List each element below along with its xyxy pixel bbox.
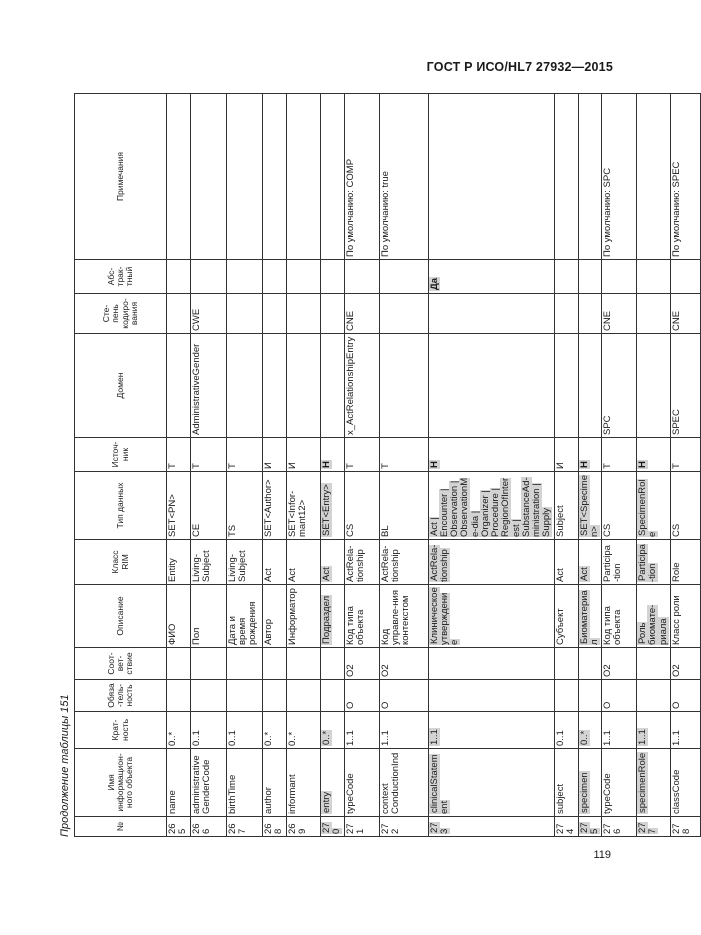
cell-domain [578,334,602,438]
rotated-table-area [58,94,692,837]
cell-coding-strength [554,294,578,334]
cell-cardinality: 0..* [167,712,191,749]
cell-data-type: SET<PN> [167,472,191,540]
cell-rim-class [578,540,602,585]
cell-source: И [286,438,320,472]
cell-abstract-flag [428,260,554,294]
table-row [190,94,226,837]
cell-row-number: 274 [554,817,578,837]
highlighted-text: Биоматериал [578,590,600,645]
cell-source: T [379,438,428,472]
cell-notes [637,94,671,260]
cell-coding-strength: CNE [344,294,379,334]
cell-object-name: birthTime [226,749,262,817]
cell-cardinality: 1..1 [602,712,637,749]
highlighted-text: specimen [578,772,590,813]
cell-object-name [637,749,671,817]
column-header: Сте-пень кодиро-вания [75,294,167,334]
cell-row-number [637,817,671,837]
cell-abstract-flag [286,260,320,294]
cell-mandatory [262,680,286,712]
cell-domain [320,334,344,438]
cell-notes [320,94,344,260]
cell-domain: SPC [602,334,637,438]
cell-conformance [428,648,554,680]
cell-rim-class: Act [286,540,320,585]
cell-cardinality: 0..1 [190,712,226,749]
cell-object-name [578,749,602,817]
cell-row-number: 266 [190,817,226,837]
cell-domain [167,334,191,438]
cell-conformance [286,648,320,680]
cell-notes [286,94,320,260]
cell-mandatory [286,680,320,712]
table-row [602,94,637,837]
cell-coding-strength [428,294,554,334]
cell-object-name: informant [286,749,320,817]
cell-notes: По умолчанию: SPEC [670,94,700,260]
cell-data-type [578,472,602,540]
cell-row-number: 272 [379,817,428,837]
cell-cardinality: 0..1 [226,712,262,749]
table-row [262,94,286,837]
table-row [554,94,578,837]
table-row [226,94,262,837]
table-row [320,94,344,837]
cell-notes [190,94,226,260]
cell-description [320,585,344,648]
standard-header: ГОСТ Р ИСО/HL7 27932—2015 [426,60,613,74]
highlighted-text: Act [578,567,590,581]
cell-domain: x_ActRelationshipEntry [344,334,379,438]
cell-row-number [578,817,602,837]
cell-rim-class: Act [554,540,578,585]
table-row [286,94,320,837]
cell-description [428,585,554,648]
cell-data-type: SET<Author> [262,472,286,540]
table-row [428,94,554,837]
cell-rim-class [320,540,344,585]
cell-cardinality: 1..1 [379,712,428,749]
cell-notes: По умолчанию: SPC [602,94,637,260]
cell-description: ФИО [167,585,191,648]
cell-description: Класс роли [670,585,700,648]
cell-conformance [167,648,191,680]
highlighted-text: 273 [428,822,450,834]
cell-conformance [226,648,262,680]
cell-rim-class: Living-Subject [190,540,226,585]
table-row [344,94,379,837]
cell-description: Информатор [286,585,320,648]
cell-abstract-flag [226,260,262,294]
cell-object-name [428,749,554,817]
cell-description [578,585,602,648]
cell-cardinality [637,712,671,749]
cell-mandatory [637,680,671,712]
cell-conformance [554,648,578,680]
cell-source: T [344,438,379,472]
cell-conformance [578,648,602,680]
cell-source [428,438,554,472]
cell-rim-class: Entity [167,540,191,585]
cell-abstract-flag [602,260,637,294]
table-row [670,94,700,837]
cell-notes [554,94,578,260]
highlighted-text: ActRela-tionship [428,544,450,582]
cell-coding-strength [226,294,262,334]
cell-description: Код типа объекта [344,585,379,648]
table-row [637,94,671,837]
column-header: Описание [75,585,167,648]
cell-source: T [226,438,262,472]
cell-source: T [602,438,637,472]
cell-object-name: classCode [670,749,700,817]
cell-row-number: 278 [670,817,700,837]
page-number: 119 [593,849,611,861]
cell-object-name [320,749,344,817]
cell-source [637,438,671,472]
highlighted-text: specimenRole [637,752,648,813]
highlighted-text: Act | Encounter | Observation | ObservationMe-dia | Organizer | Procedure | RegionOfInterest | SubstanceAd-ministration | Supply [428,477,553,537]
cell-rim-class: Participa-tion [602,540,637,585]
cell-domain [379,334,428,438]
cell-rim-class: Role [670,540,700,585]
cell-description: Код типа объекта [602,585,637,648]
cell-data-type: CS [670,472,700,540]
highlighted-text: 277 [637,822,659,834]
cell-cardinality: 1..1 [344,712,379,749]
column-header: Домен [75,334,167,438]
highlighted-text: Н [320,461,332,468]
highlighted-text: Act [320,567,332,581]
cell-abstract-flag [554,260,578,294]
highlighted-text: clinicalStatement [428,754,450,814]
cell-mandatory [167,680,191,712]
cell-conformance [262,648,286,680]
highlighted-text: entry [320,791,332,813]
cell-row-number: 271 [344,817,379,837]
cell-data-type: CS [344,472,379,540]
highlighted-text: Клиническое утверждение [428,587,460,645]
cell-data-type [637,472,671,540]
table-header-row [75,94,167,837]
cell-source: T [190,438,226,472]
cell-data-type [320,472,344,540]
cell-conformance [320,648,344,680]
cell-coding-strength [379,294,428,334]
cell-conformance [637,648,671,680]
cell-rim-class: ActRela-tionship [379,540,428,585]
cell-source: И [554,438,578,472]
cell-notes [578,94,602,260]
cell-domain [637,334,671,438]
cell-notes: По умолчанию: true [379,94,428,260]
highlighted-text: 1..1 [637,729,648,745]
cell-abstract-flag [637,260,671,294]
cell-row-number [320,817,344,837]
cell-description: Код управле-ния контекстом [379,585,428,648]
cell-mandatory [320,680,344,712]
table-row [578,94,602,837]
cell-cardinality [428,712,554,749]
table-body [167,94,701,837]
cell-domain: SPEC [670,334,700,438]
highlighted-text: Да [428,277,440,290]
cell-abstract-flag [344,260,379,294]
cell-source: T [167,438,191,472]
cell-domain [428,334,554,438]
cell-rim-class [428,540,554,585]
cell-coding-strength [320,294,344,334]
cell-notes [428,94,554,260]
cell-abstract-flag [262,260,286,294]
cell-cardinality: 0..* [262,712,286,749]
highlighted-text: SpecimenRole [637,479,659,537]
cell-cardinality [320,712,344,749]
highlighted-text: Participa-tion [637,544,659,582]
cell-rim-class: ActRela-tionship [344,540,379,585]
cell-mandatory: O [602,680,637,712]
cell-abstract-flag [167,260,191,294]
rotated-content [58,94,692,837]
cell-coding-strength: CNE [602,294,637,334]
highlighted-text: Н [637,461,648,468]
cell-rim-class: Living-Subject [226,540,262,585]
cell-abstract-flag [379,260,428,294]
cell-coding-strength [262,294,286,334]
cell-object-name: administrative GenderCode [190,749,226,817]
column-header: Абс-трак-тный [75,260,167,294]
cell-notes [167,94,191,260]
highlighted-text: Подраздел [320,595,332,644]
highlighted-text: Роль биомате-риала [637,604,669,645]
column-header: Обяза-тель-ность [75,680,167,712]
cell-mandatory: O [379,680,428,712]
cell-data-type: SET<Infor-mant12> [286,472,320,540]
highlighted-text: 270 [320,822,342,834]
cell-conformance: O2 [602,648,637,680]
cell-row-number: 276 [602,817,637,837]
cell-domain: AdministrativeGender [190,334,226,438]
cell-source: T [670,438,700,472]
cell-mandatory [190,680,226,712]
cell-coding-strength [578,294,602,334]
cell-description: Дата и время рождения [226,585,262,648]
cell-rim-class [637,540,671,585]
cell-data-type [428,472,554,540]
cell-object-name: name [167,749,191,817]
cell-row-number: 268 [262,817,286,837]
cell-notes: По умолчанию: COMP [344,94,379,260]
cell-row-number [428,817,554,837]
cell-abstract-flag [320,260,344,294]
column-header: Соот-вет-ствие [75,648,167,680]
cell-source: И [262,438,286,472]
column-header: Имя информацион-ного объекта [75,749,167,817]
cell-domain [286,334,320,438]
cell-cardinality: 0..1 [554,712,578,749]
cell-abstract-flag [670,260,700,294]
table-row [379,94,428,837]
cell-description: Пол [190,585,226,648]
cell-abstract-flag [578,260,602,294]
cell-notes [262,94,286,260]
cell-domain [554,334,578,438]
cell-coding-strength: CWE [190,294,226,334]
column-header: Тип данных [75,472,167,540]
column-header: № [75,817,167,837]
table-continuation-caption: Продолжение таблицы 151 [59,694,71,837]
cell-data-type: Subject [554,472,578,540]
cell-conformance: O2 [344,648,379,680]
table-row [167,94,191,837]
highlighted-text: SET<Entry> [320,484,332,536]
highlighted-text: 1..1 [428,729,440,745]
cell-object-name: typeCode [344,749,379,817]
cell-coding-strength [637,294,671,334]
cell-conformance: O2 [379,648,428,680]
cell-description: Субъект [554,585,578,648]
cell-object-name: typeCode [602,749,637,817]
cell-mandatory: O [670,680,700,712]
cell-description [637,585,671,648]
highlighted-text: Н [578,461,590,468]
column-header: Примечания [75,94,167,260]
cell-mandatory: O [344,680,379,712]
cell-rim-class: Act [262,540,286,585]
cell-object-name: author [262,749,286,817]
cell-row-number: 267 [226,817,262,837]
cell-coding-strength [167,294,191,334]
cell-mandatory [226,680,262,712]
cell-object-name: context ConductionInd [379,749,428,817]
cell-cardinality: 0..* [286,712,320,749]
cell-domain [226,334,262,438]
column-header: Источ-ник [75,438,167,472]
cell-notes [226,94,262,260]
column-header: Класс RIM [75,540,167,585]
cell-data-type: CE [190,472,226,540]
column-header: Крат-ность [75,712,167,749]
cell-object-name: subject [554,749,578,817]
cell-source [320,438,344,472]
cell-description: Автор [262,585,286,648]
cell-coding-strength [286,294,320,334]
cell-cardinality [578,712,602,749]
highlighted-text: 0..* [578,730,590,745]
cell-coding-strength: CNE [670,294,700,334]
cell-row-number: 269 [286,817,320,837]
cell-data-type: CS [602,472,637,540]
cell-source [578,438,602,472]
cell-mandatory [578,680,602,712]
data-table [74,93,701,837]
cell-row-number: 265 [167,817,191,837]
cell-data-type: BL [379,472,428,540]
highlighted-text: Н [428,461,440,468]
highlighted-text: 0..* [320,730,332,745]
cell-data-type: TS [226,472,262,540]
highlighted-text: 275 [578,822,600,834]
cell-domain [262,334,286,438]
cell-conformance: O2 [670,648,700,680]
cell-abstract-flag [190,260,226,294]
cell-mandatory [554,680,578,712]
cell-conformance [190,648,226,680]
cell-cardinality: 1..1 [670,712,700,749]
highlighted-text: SET<Specimen> [578,475,600,537]
cell-mandatory [428,680,554,712]
